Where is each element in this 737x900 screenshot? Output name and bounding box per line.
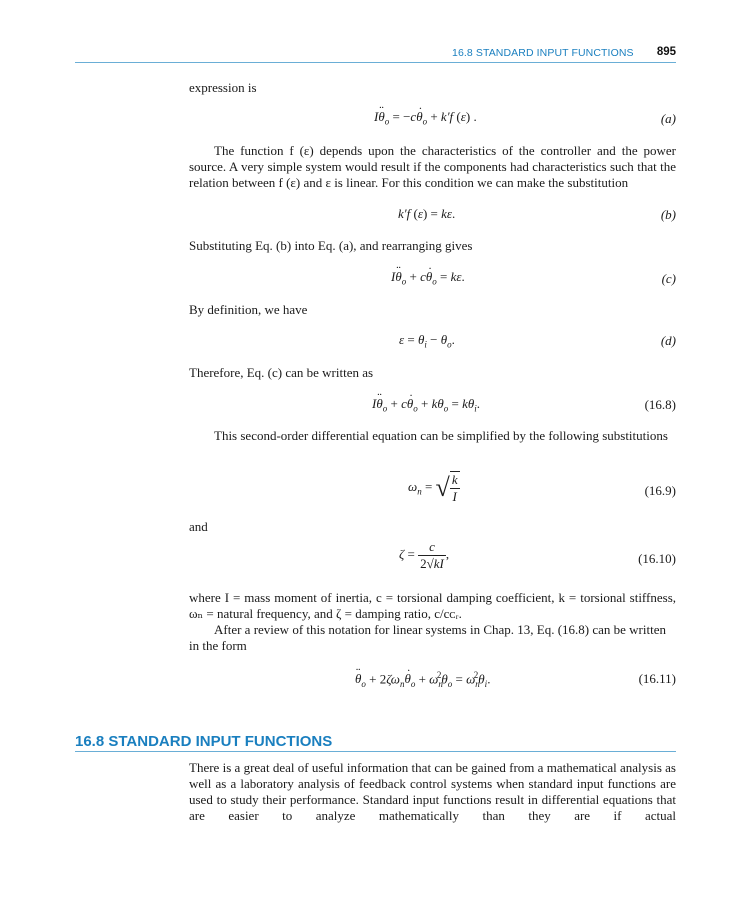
running-head-title: 16.8 STANDARD INPUT FUNCTIONS [452, 47, 634, 59]
equation-16-10: ζ = $\frac{c}{2√kI}$ , [399, 539, 450, 571]
header-rule [75, 62, 676, 63]
paragraph-substituting: Substituting Eq. (b) into Eq. (a), and rearranging gives [189, 238, 473, 253]
paragraph-second-order: This second-order differential equation can be simplified by the following substitutions [214, 428, 668, 443]
section-title: 16.8 STANDARD INPUT FUNCTIONS [75, 733, 676, 752]
equation-16-8: I¨ $\theta_o$ + c˙ $\theta_o + k\theta_o = k\theta_i$. [372, 396, 480, 414]
paragraph-function: The function f (ε) depends upon the characteristics of the controller and the power source. A very simple system would result if the components had characteristics such that the relation between f (ε) and ε is linear. For this condition we can make the substitution [189, 143, 676, 190]
equation-d: $\varepsilon = \theta_i - \theta_o$. [399, 332, 455, 350]
page-number: 895 [656, 46, 676, 58]
equation-a: I¨ $\theta_o$ = −c˙ $\theta_o + k'f$ (ε) . [374, 109, 477, 127]
equation-16-11: ¨ $\theta_o$ + $2\zeta\omega_n˙$ $\theta_o + \omega_n^2\theta_o = \omega_n^2\theta_i$. [355, 670, 490, 689]
equation-16-9: $\omega_n$ = √ $\frac{k}{I}$ [408, 472, 458, 504]
equation-label-16-11: (16.11) [638, 671, 676, 686]
paragraph-therefore: Therefore, Eq. (c) can be written as [189, 365, 374, 380]
equation-label-b: (b) [660, 207, 676, 222]
paragraph-where: where I = mass moment of inertia, c = torsional damping coefficient, k = torsional stiffness, ωₙ = natural frequency, and ζ = damping ratio, c/cᴄᵣ. [189, 590, 676, 621]
equation-b: k′f (ε) = kε. [398, 206, 456, 221]
equation-label-16-10: (16.10) [638, 551, 676, 566]
paragraph-review: After a review of this notation for linear systems in Chap. 13, Eq. (16.8) can be written in the form [189, 622, 666, 653]
equation-label-c: (c) [661, 271, 676, 286]
paragraph-standard-input: There is a great deal of useful information that can be gained from a mathematical analysis as well as a laboratory analysis of feedback control systems when standard input functions are used to study their performance. Standard input functions result in differential equations that are easier to analyze mathematically than they are if actual [189, 760, 676, 823]
paragraph-definition: By definition, we have [189, 302, 308, 317]
equation-c: I¨ $\theta_o$ + c˙ $\theta_o = k\varepsilon$. [391, 269, 465, 287]
equation-label-16-9: (16.9) [644, 483, 676, 498]
paragraph-and: and [189, 519, 208, 534]
equation-label-16-8: (16.8) [644, 397, 676, 412]
running-head [452, 45, 676, 61]
paragraph-expression: expression is [189, 80, 257, 95]
equation-label-d: (d) [660, 333, 676, 348]
equation-label-a: (a) [660, 111, 676, 126]
